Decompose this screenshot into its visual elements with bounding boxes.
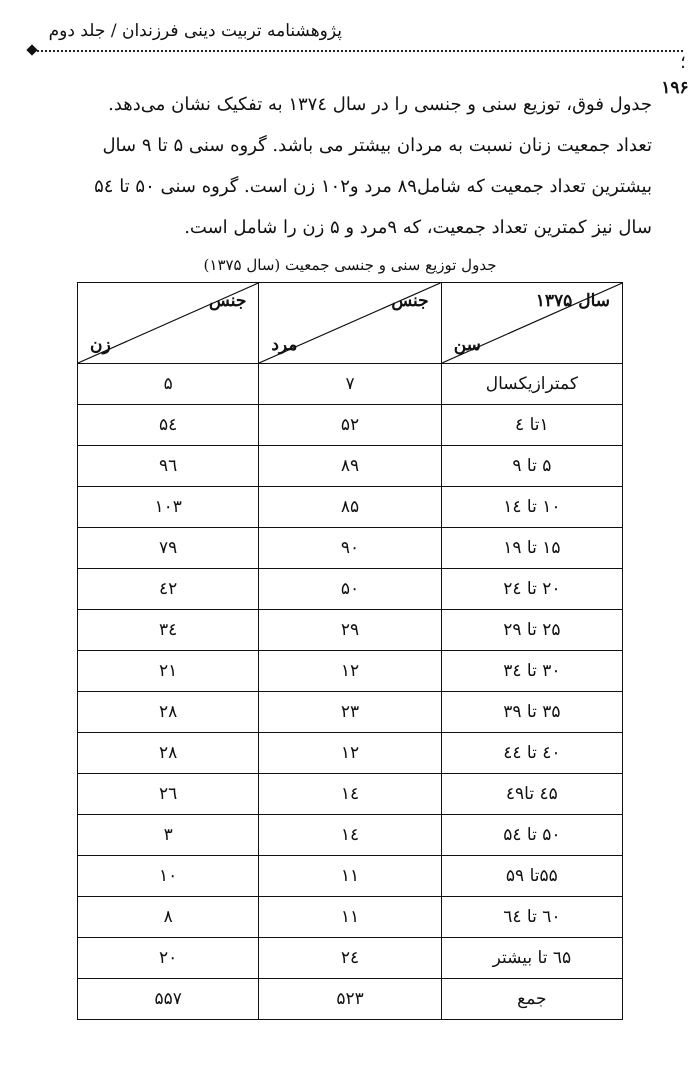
table-row <box>78 610 623 651</box>
male-count-cell: ۵۲ <box>259 405 441 446</box>
header-label-sex: جنس <box>391 291 429 311</box>
table-header-row <box>78 283 623 364</box>
female-count-cell: ۵٤ <box>78 405 259 446</box>
header-label-age: سن <box>453 335 481 355</box>
age-group-cell: ۱۰ تا ۱٤ <box>441 487 622 528</box>
male-count-cell: ۲٤ <box>259 938 441 979</box>
female-count-cell: ۳ <box>78 815 259 856</box>
age-group-cell: ۵۵تا ۵۹ <box>441 856 622 897</box>
female-count-cell: ۲۸ <box>78 692 259 733</box>
female-count-cell: ۲٦ <box>78 774 259 815</box>
female-count-cell: ۲۰ <box>78 938 259 979</box>
age-group-cell: ۵ تا ۹ <box>441 446 622 487</box>
age-group-cell: ٦۵ تا بیشتر <box>441 938 622 979</box>
header-label-sex: جنس <box>209 291 247 311</box>
header-label-female: زن <box>90 335 111 355</box>
female-count-cell: ۵ <box>78 364 259 405</box>
female-count-cell: ۱۰۳ <box>78 487 259 528</box>
male-count-cell: ۲۹ <box>259 610 441 651</box>
male-count-cell: ۹۰ <box>259 528 441 569</box>
table-row <box>78 487 623 528</box>
age-group-cell: ٤۵ تا٤۹ <box>441 774 622 815</box>
age-sex-distribution-table <box>77 282 623 1020</box>
male-count-cell: ۱۲ <box>259 651 441 692</box>
age-group-cell: ٤۰ تا ٤٤ <box>441 733 622 774</box>
female-count-cell: ۲۱ <box>78 651 259 692</box>
header-cell-male <box>259 283 441 364</box>
table-row <box>78 364 623 405</box>
paragraph-line: جدول فوق، توزیع سنی و جنسی را در سال ۱۳۷٤ به تفکیک نشان می‌دهد. <box>108 94 652 115</box>
male-count-cell: ۱٤ <box>259 774 441 815</box>
page-number-ornament: ؛ <box>680 52 686 73</box>
age-group-cell: ۵۰ تا ۵٤ <box>441 815 622 856</box>
female-count-cell: ۸ <box>78 897 259 938</box>
table-row <box>78 733 623 774</box>
female-count-cell: ۷۹ <box>78 528 259 569</box>
male-count-cell: ۱۲ <box>259 733 441 774</box>
table-caption: جدول توزیع سنی و جنسی جمعیت (سال ۱۳۷۵) <box>203 256 497 274</box>
paragraph-line: سال نیز کمترین تعداد جمعیت، که ۹مرد و ۵ زن را شامل است. <box>184 217 652 238</box>
male-count-cell: ۱۱ <box>259 856 441 897</box>
female-count-cell: ۲۸ <box>78 733 259 774</box>
age-group-cell: ۱تا ٤ <box>441 405 622 446</box>
age-group-cell: کمترازیکسال <box>441 364 622 405</box>
male-count-cell: ۷ <box>259 364 441 405</box>
body-paragraph <box>70 84 652 248</box>
age-group-cell: ۳۰ تا ۳٤ <box>441 651 622 692</box>
female-count-cell: ۳٤ <box>78 610 259 651</box>
table-total-row <box>78 979 623 1020</box>
table-row <box>78 569 623 610</box>
age-group-cell: ۳۵ تا ۳۹ <box>441 692 622 733</box>
table-row <box>78 815 623 856</box>
male-count-cell: ۱٤ <box>259 815 441 856</box>
female-total-cell: ۵۵۷ <box>78 979 259 1020</box>
female-count-cell: ۹٦ <box>78 446 259 487</box>
page-number: ۱۹۶ <box>661 78 689 98</box>
table-row <box>78 897 623 938</box>
age-group-cell: ۲۵ تا ۲۹ <box>441 610 622 651</box>
header-divider <box>32 50 683 52</box>
table-row <box>78 528 623 569</box>
running-header-title: پژوهشنامه تربیت دینی فرزندان / جلد دوم <box>48 21 342 41</box>
total-label-cell: جمع <box>441 979 622 1020</box>
age-group-cell: ٦۰ تا ٦٤ <box>441 897 622 938</box>
male-count-cell: ۲۳ <box>259 692 441 733</box>
header-label-year: سال ۱۳۷۵ <box>535 291 610 311</box>
divider-diamond-ornament <box>26 44 37 55</box>
paragraph-line: تعداد جمعیت زنان نسبت به مردان بیشتر می باشد. گروه سنی ۵ تا ۹ سال <box>102 135 652 156</box>
female-count-cell: ٤۲ <box>78 569 259 610</box>
male-count-cell: ۸۹ <box>259 446 441 487</box>
header-label-male: مرد <box>271 335 298 355</box>
table-row <box>78 651 623 692</box>
header-cell-age <box>441 283 622 364</box>
header-cell-female <box>78 283 259 364</box>
table-row <box>78 774 623 815</box>
table-row <box>78 446 623 487</box>
male-count-cell: ۵۰ <box>259 569 441 610</box>
female-count-cell: ۱۰ <box>78 856 259 897</box>
table-row <box>78 856 623 897</box>
male-total-cell: ۵۲۳ <box>259 979 441 1020</box>
age-group-cell: ۲۰ تا ۲٤ <box>441 569 622 610</box>
male-count-cell: ۸۵ <box>259 487 441 528</box>
male-count-cell: ۱۱ <box>259 897 441 938</box>
paragraph-line: بیشترین تعداد جمعیت که شامل۸۹ مرد و۱۰۲ زن است. گروه سنی ۵۰ تا ۵٤ <box>94 176 652 197</box>
table-row <box>78 938 623 979</box>
table-row <box>78 692 623 733</box>
age-group-cell: ۱۵ تا ۱۹ <box>441 528 622 569</box>
table-row <box>78 405 623 446</box>
